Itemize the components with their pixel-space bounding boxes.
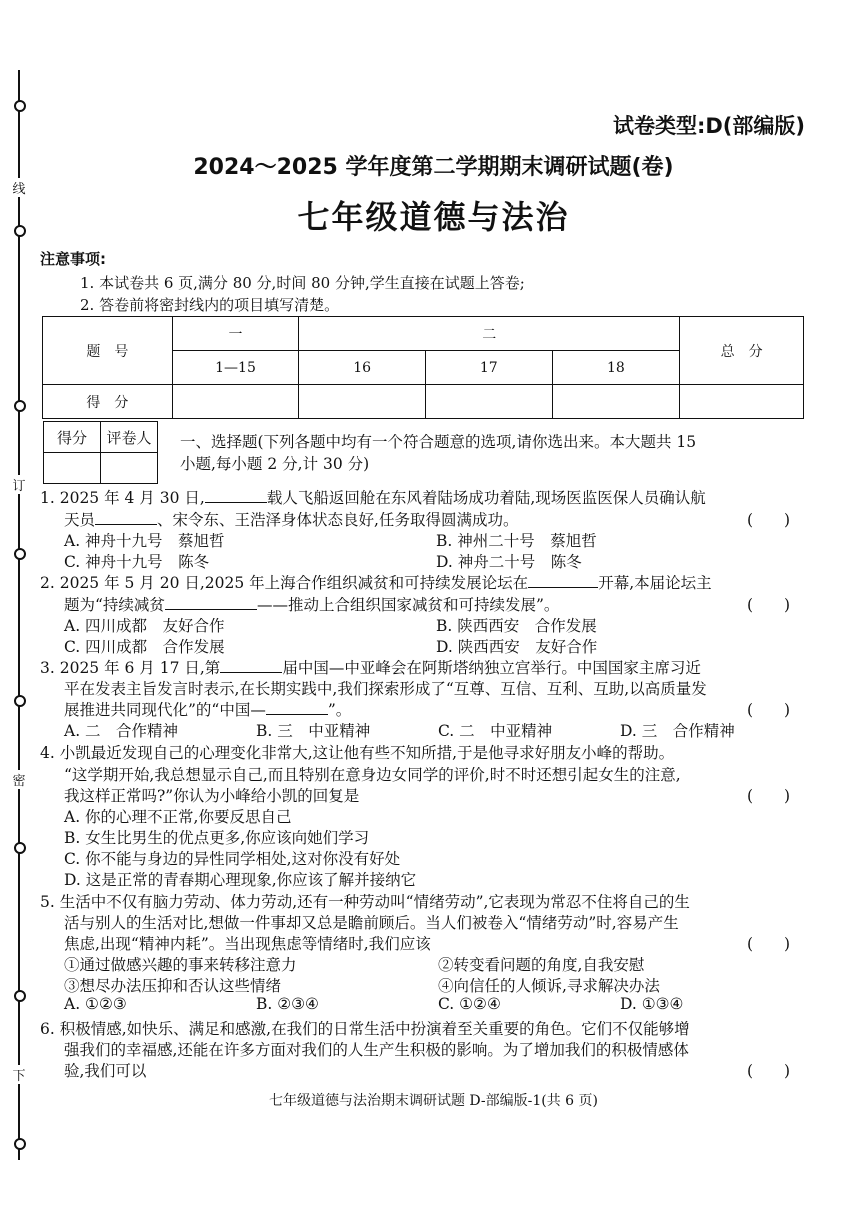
answer-blank: [528, 573, 598, 588]
section-one-heading: 一、选择题(下列各题中均有一个符合题意的选项,请你选出来。本大题共 15: [180, 433, 697, 451]
answer-bracket[interactable]: ( ): [747, 511, 791, 529]
binding-hole: [14, 548, 26, 560]
option-b: B. ②③④: [256, 995, 319, 1013]
col-18: 18: [552, 351, 680, 385]
option-d: D. 三 合作精神: [620, 722, 735, 740]
binding-hole: [14, 695, 26, 707]
grader-name-label: 评卷人: [101, 422, 158, 453]
question-2-line: 题为“持续减贫 ——推动上合组织国家减贫和可持续发展”。: [64, 596, 560, 614]
option-b: B. 陕西西安 合作发展: [436, 617, 597, 635]
option-c: C. 你不能与身边的异性同学相处,这对你没有好处: [64, 850, 401, 868]
statement-3: ③想尽办法压抑和否认这些情绪: [64, 977, 282, 995]
notice-heading: 注意事项:: [40, 250, 106, 268]
answer-bracket[interactable]: ( ): [747, 935, 791, 953]
option-b: B. 女生比男生的优点更多,你应该向她们学习: [64, 829, 370, 847]
answer-bracket[interactable]: ( ): [747, 701, 791, 719]
option-a: A. 四川成都 友好合作: [64, 617, 225, 635]
grader-score-label: 得分: [44, 422, 101, 453]
statement-1: ①通过做感兴趣的事来转移注意力: [64, 956, 297, 974]
answer-bracket[interactable]: ( ): [747, 787, 791, 805]
option-b: B. 三 中亚精神: [256, 722, 371, 740]
part-two-header: 二: [299, 317, 680, 351]
binding-char-xia: 下: [11, 1065, 27, 1084]
grader-score-cell[interactable]: [44, 453, 101, 484]
question-4-line: “这学期开始,我总想显示自己,而且特别在意身边女同学的评价,时不时还想引起女生的注意,: [64, 766, 681, 784]
score-cell[interactable]: [680, 385, 804, 419]
binding-hole: [14, 990, 26, 1002]
grader-box: [43, 421, 158, 484]
binding-char-mi: 密: [11, 770, 27, 789]
option-b: B. 神州二十号 蔡旭哲: [436, 532, 597, 550]
answer-blank: [165, 595, 257, 610]
question-3-line: 3. 2025 年 6 月 17 日,第 届中国—中亚峰会在阿斯塔纳独立宫举行。中国国家主席习近: [40, 659, 701, 677]
question-3-line: 展推进共同现代化”的“中国— ”。: [64, 701, 352, 719]
row-label-score: 得 分: [43, 385, 173, 419]
grader-name-cell[interactable]: [101, 453, 158, 484]
option-d: D. 陕西西安 友好合作: [436, 638, 598, 656]
answer-blank: [266, 700, 328, 715]
option-c: C. 四川成都 合作发展: [64, 638, 225, 656]
col-17: 17: [425, 351, 552, 385]
exam-subtitle: 2024～2025 学年度第二学期期末调研试题(卷): [193, 155, 674, 180]
answer-blank: [205, 488, 267, 503]
statement-2: ②转变看问题的角度,自我安慰: [438, 956, 645, 974]
score-cell[interactable]: [299, 385, 426, 419]
row-label-number: 题 号: [43, 317, 173, 385]
binding-hole: [14, 1138, 26, 1150]
option-c: C. 二 中亚精神: [438, 722, 553, 740]
question-4-line: 我这样正常吗?”你认为小峰给小凯的回复是: [64, 787, 360, 805]
part-one-header: 一: [172, 317, 299, 351]
total-header: 总 分: [680, 317, 804, 385]
option-d: D. 神舟二十号 陈冬: [436, 553, 582, 571]
notice-item: 2. 答卷前将密封线内的项目填写清楚。: [80, 296, 340, 314]
exam-title: 七年级道德与法治: [297, 198, 570, 236]
score-cell[interactable]: [425, 385, 552, 419]
question-4-line: 4. 小凯最近发现自己的心理变化非常大,这让他有些不知所措,于是他寻求好朋友小峰的帮助。: [40, 744, 675, 762]
answer-blank: [95, 510, 157, 525]
option-d: D. 这是正常的青春期心理现象,你应该了解并接纳它: [64, 871, 417, 889]
question-1-line: 1. 2025 年 4 月 30 日, 载人飞船返回舱在东风着陆场成功着陆,现场医监医保人员确认航: [40, 489, 706, 507]
section-one-heading-cont: 小题,每小题 2 分,计 30 分): [180, 455, 370, 473]
option-a: A. 你的心理不正常,你要反思自己: [64, 808, 292, 826]
question-5-line: 活与别人的生活对比,想做一件事却又总是瞻前顾后。当人们被卷入“情绪劳动”时,容易产生: [64, 914, 679, 932]
binding-char-ding: 订: [11, 475, 27, 494]
paper-type: 试卷类型:D(部编版): [612, 114, 805, 138]
question-6-line: 强我们的幸福感,还能在许多方面对我们的人生产生积极的影响。为了增加我们的积极情感体: [64, 1041, 689, 1059]
binding-hole: [14, 100, 26, 112]
statement-4: ④向信任的人倾诉,寻求解决办法: [438, 977, 660, 995]
option-c: C. ①②④: [438, 995, 501, 1013]
score-cell[interactable]: [552, 385, 680, 419]
option-a: A. 神舟十九号 蔡旭哲: [64, 532, 225, 550]
option-c: C. 神舟十九号 陈冬: [64, 553, 210, 571]
answer-bracket[interactable]: ( ): [747, 1062, 791, 1080]
answer-bracket[interactable]: ( ): [747, 596, 791, 614]
question-2-line: 2. 2025 年 5 月 20 日,2025 年上海合作组织减贫和可持续发展论坛在 开幕,本届论坛主: [40, 574, 712, 592]
question-5-line: 5. 生活中不仅有脑力劳动、体力劳动,还有一种劳动叫“情绪劳动”,它表现为常忍不住将自己的生: [40, 893, 690, 911]
option-a: A. 二 合作精神: [64, 722, 179, 740]
binding-hole: [14, 842, 26, 854]
score-table: [42, 316, 804, 419]
col-1-15: 1—15: [172, 351, 299, 385]
score-cell[interactable]: [172, 385, 299, 419]
question-1-line: 天员 、宋令东、王浩泽身体状态良好,任务取得圆满成功。: [64, 511, 519, 529]
question-3-line: 平在发表主旨发言时表示,在长期实践中,我们探索形成了“互尊、互信、互利、互助,以高质量发: [64, 680, 707, 698]
binding-hole: [14, 400, 26, 412]
question-5-line: 焦虑,出现“精神内耗”。当出现焦虑等情绪时,我们应该: [64, 935, 431, 953]
answer-blank: [220, 658, 282, 673]
page-footer: 七年级道德与法治期末调研试题 D-部编版-1(共 6 页): [268, 1093, 599, 1109]
question-6-line: 验,我们可以: [64, 1062, 147, 1080]
option-a: A. ①②③: [64, 995, 127, 1013]
col-16: 16: [299, 351, 426, 385]
option-d: D. ①③④: [620, 995, 684, 1013]
binding-char-xian: 线: [11, 178, 27, 197]
question-6-line: 6. 积极情感,如快乐、满足和感激,在我们的日常生活中扮演着至关重要的角色。它们不仅能够增: [40, 1020, 690, 1038]
notice-item: 1. 本试卷共 6 页,满分 80 分,时间 80 分钟,学生直接在试题上答卷;: [80, 274, 525, 292]
